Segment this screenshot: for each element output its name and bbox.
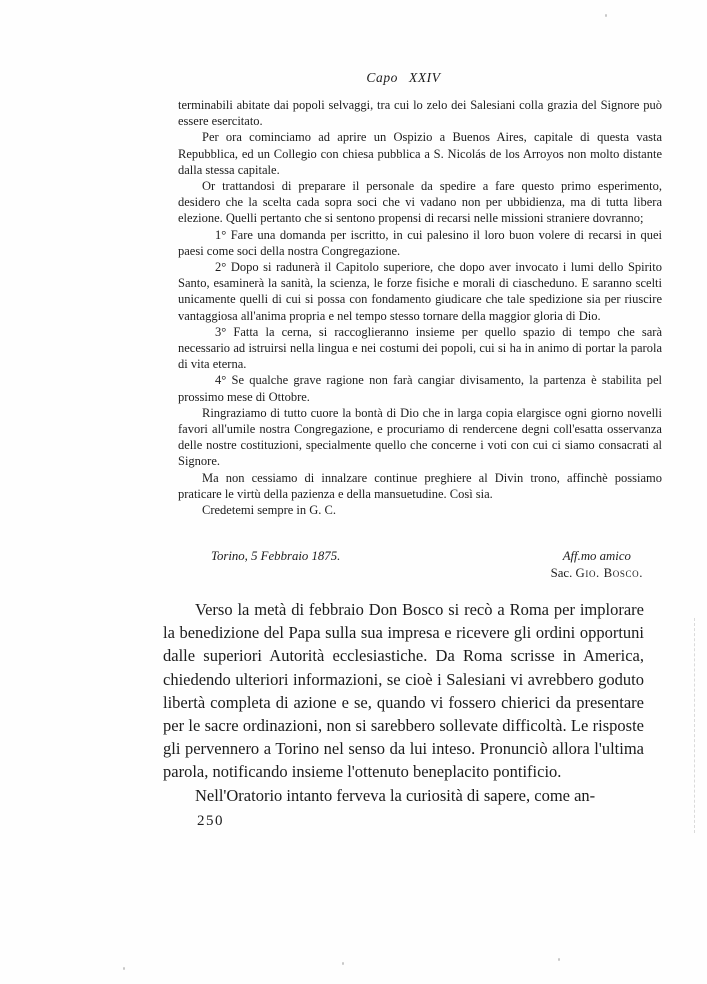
scan-speck bbox=[605, 14, 607, 17]
letter-list-item-4: 4° Se qualche grave ragione non farà cangiar divisamento, la partenza è stabilita pel prossimo mese di Ottobre. bbox=[178, 373, 662, 404]
signature-role: Aff.mo amico bbox=[562, 549, 631, 563]
signature-name-caps: Gio. Bosco. bbox=[575, 566, 643, 580]
signature-block bbox=[551, 548, 643, 582]
letter-closing: Credetemi sempre in G. C. bbox=[202, 503, 336, 518]
letter-dateline: Torino, 5 Febbraio 1875. bbox=[211, 549, 341, 563]
letter-paragraph: Or trattandosi di preparare il personale da spedire a fare questo primo esperimento, desidero che la scelta cada sopra soci che vi vadano non per ubbidienza, ma di tutta libera elezione. Quelli pertanto che si sentono propensi di recarsi nelle missioni straniere dovranno; bbox=[178, 179, 662, 226]
letter-paragraph: Ma non cessiamo di innalzare continue preghiere al Divin trono, affinchè possiamo praticare le virtù della pazienza e della mansuetudine. Così sia. bbox=[178, 470, 662, 501]
signature-prefix: Sac. bbox=[550, 566, 573, 580]
chapter-heading: Capo XXIV bbox=[366, 70, 441, 85]
scan-artifact-line bbox=[694, 618, 695, 833]
letter-list-item-1: 1° Fare una domanda per iscritto, in cui palesino il loro buon volere di recarsi in quei paesi come soci della nostra Congregazione. bbox=[178, 227, 662, 258]
scan-speck bbox=[558, 958, 560, 961]
scan-speck bbox=[342, 962, 344, 965]
narrative-block bbox=[163, 598, 644, 807]
letter-paragraph: Per ora cominciamo ad aprire un Ospizio a Buenos Aires, capitale di questa vasta Repubblica, ed un Collegio con chiesa pubblica a S. Nicolás de los Arroyos non molto distante dalla stessa capitale. bbox=[178, 130, 662, 177]
letter-date-signature-row bbox=[178, 548, 659, 582]
narrative-paragraph: Nell'Oratorio intanto ferveva la curiosità di sapere, come an- bbox=[195, 785, 596, 805]
letter-list-item-2: 2° Dopo si radunerà il Capitolo superiore, che dopo aver invocato i lumi dello Spirito Santo, esaminerà la sanità, la scienza, le forze fisiche e morali di ciascheduno. E saranno scelti unicamente quelli di cui si possa con fondamento giudicare che tale spedizione sia per riuscire vantaggiosa all'anima propria e nel tempo stesso tornare della maggior gloria di Dio. bbox=[178, 260, 662, 323]
scan-speck bbox=[123, 967, 125, 970]
letter-block bbox=[178, 97, 662, 518]
letter-paragraph: terminabili abitate dai popoli selvaggi, tra cui lo zelo dei Salesiani colla grazia del Signore può essere esercitato. bbox=[178, 98, 662, 129]
letter-list-item-3: 3° Fatta la cerna, si raccoglieranno insieme per quello spazio di tempo che sarà necessario ad istruirsi nella lingua e nei costumi dei popoli, cui si ha in animo di portar la parola di vita eterna. bbox=[178, 324, 662, 372]
letter-paragraph: Ringraziamo di tutto cuore la bontà di Dio che in larga copia elargisce ogni giorno novelli favori all'umile nostra Congregazione, e procuriamo di rendercene degni coll'esatta osservanza delle nostre costituzioni, specialmente quello che concerne i voti con cui ci siamo consacrati al Signore. bbox=[178, 405, 662, 469]
narrative-paragraph: Verso la metà di febbraio Don Bosco si recò a Roma per implorare la benedizione del Papa sulla sua impresa e ricevere gli ordini opportuni dalle superiori Autorità ecclesiastiche. Da Roma scrisse in America, chiedendo ulteriori informazioni, se cioè i Salesiani vi avrebbero goduto libertà completa di azione e se, quando vi fossero chierici da presentare per le sacre ordinazioni, non si sarebbero sollevate difficoltà. Le risposte gli pervennero a Torino nel senso da lui inteso. Pronunciò allora l'ultima parola, notificando insieme l'ottenuto beneplacito pontificio. bbox=[163, 600, 644, 782]
page-number: 250 bbox=[197, 813, 224, 829]
signature-name bbox=[551, 566, 643, 580]
